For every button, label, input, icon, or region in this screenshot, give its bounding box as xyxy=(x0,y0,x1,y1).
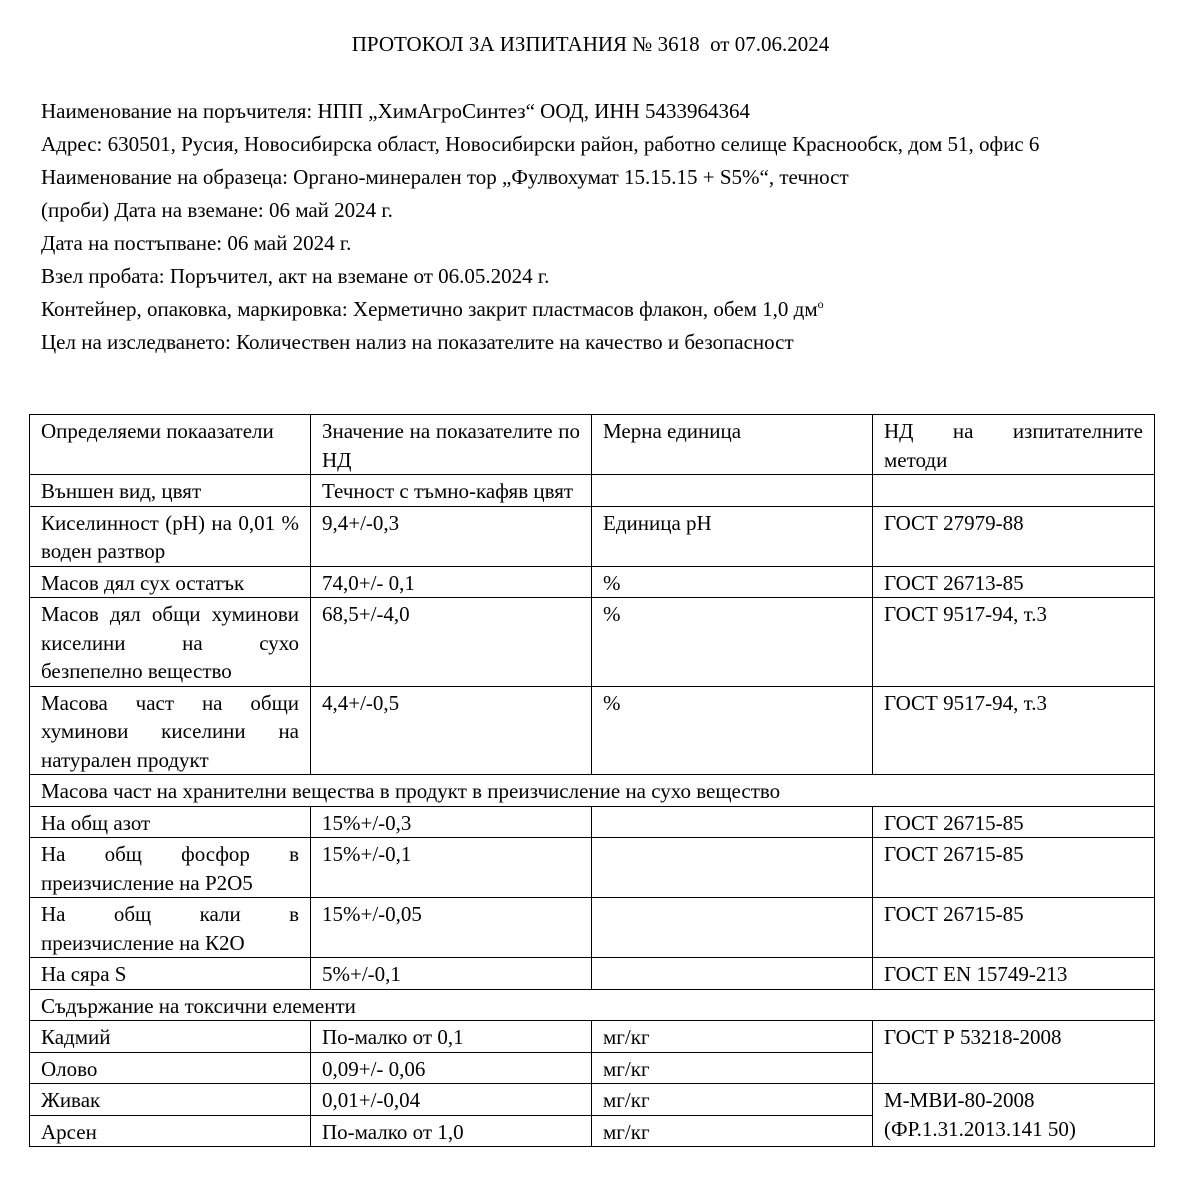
cell-indicator: Масов дял общи хуминови киселини на сухо безпепелно вещество xyxy=(30,598,311,687)
table-row xyxy=(30,958,1155,990)
cell-method: ГОСТ 9517-94, т.3 xyxy=(873,686,1155,775)
research-purpose: Цел на изследването: Количествен нализ на показателите на качество и безопасност xyxy=(41,330,794,354)
cell-value: 68,5+/-4,0 xyxy=(311,598,592,687)
section-row-toxic xyxy=(30,989,1155,1021)
header-value: Значение на показателите по НД xyxy=(311,415,592,475)
table-row xyxy=(30,566,1155,598)
cell-value: 9,4+/-0,3 xyxy=(311,506,592,566)
sampled-by: Взел пробата: Поръчител, акт на вземане от 06.05.2024 г. xyxy=(41,264,550,288)
cell-unit: мг/кг xyxy=(592,1115,873,1147)
cell-indicator: Киселинност (рН) на 0,01 % воден разтвор xyxy=(30,506,311,566)
cell-value: Течност с тъмно-кафяв цвят xyxy=(311,475,592,507)
cell-method: ГОСТ 26715-85 xyxy=(873,806,1155,838)
section-row-nutrients xyxy=(30,775,1155,807)
cell-method-merged: М-МВИ-80-2008 (ФР.1.31.2013.141 50) xyxy=(873,1084,1155,1147)
section-title-nutrients: Масова част на хранителни вещества в продукт в преизчисление на сухо вещество xyxy=(30,775,1155,807)
container-info xyxy=(41,293,1141,326)
document-title: ПРОТОКОЛ ЗА ИЗПИТАНИЯ № 3618 от 07.06.2024 xyxy=(351,32,830,56)
header-unit: Мерна единица xyxy=(592,415,873,475)
cell-unit: % xyxy=(592,686,873,775)
cell-indicator: Живак xyxy=(30,1084,311,1116)
cell-indicator: Олово xyxy=(30,1052,311,1084)
sampling-date: (проби) Дата на вземане: 06 май 2024 г. xyxy=(41,198,393,222)
table-row xyxy=(30,506,1155,566)
cell-method xyxy=(873,475,1155,507)
cell-unit: % xyxy=(592,566,873,598)
cell-unit: Единица рН xyxy=(592,506,873,566)
cell-indicator: На общ кали в преизчисление на К2О xyxy=(30,898,311,958)
cell-unit: мг/кг xyxy=(592,1052,873,1084)
container-unit-superscript: о xyxy=(817,297,824,311)
cell-method: ГОСТ 26713-85 xyxy=(873,566,1155,598)
cell-method: ГОСТ 26715-85 xyxy=(873,838,1155,898)
cell-method: ГОСТ 27979-88 xyxy=(873,506,1155,566)
cell-value: 15%+/-0,1 xyxy=(311,838,592,898)
cell-method: ГОСТ EN 15749-213 xyxy=(873,958,1155,990)
cell-indicator: На общ фосфор в преизчисление на Р2О5 xyxy=(30,838,311,898)
cell-indicator: Външен вид, цвят xyxy=(30,475,311,507)
cell-unit: мг/кг xyxy=(592,1084,873,1116)
cell-value: 0,01+/-0,04 xyxy=(311,1084,592,1116)
receipt-date: Дата на постъпване: 06 май 2024 г. xyxy=(41,231,352,255)
cell-value: 15%+/-0,05 xyxy=(311,898,592,958)
cell-indicator: На общ азот xyxy=(30,806,311,838)
table-row xyxy=(30,598,1155,687)
cell-value: 74,0+/- 0,1 xyxy=(311,566,592,598)
cell-indicator: Масов дял сух остатък xyxy=(30,566,311,598)
cell-unit: % xyxy=(592,598,873,687)
client-name: Наименование на поръчителя: НПП „ХимАгроСинтез“ ООД, ИНН 5433964364 xyxy=(41,99,751,123)
header-indicator: Определяеми покаазатели xyxy=(30,415,311,475)
cell-unit xyxy=(592,958,873,990)
section-title-toxic: Съдържание на токсични елементи xyxy=(30,989,1155,1021)
sample-name: Наименование на образеца: Органо-минерален тор „Фулвохумат 15.15.15 + S5%“, течност xyxy=(41,165,849,189)
container-text: Контейнер, опаковка, маркировка: Херметично закрит пластмасов флакон, обем 1,0 дм xyxy=(41,297,818,321)
sample-info-block xyxy=(41,95,1141,359)
cell-value: По-малко от 1,0 xyxy=(311,1115,592,1147)
cell-method-merged: ГОСТ Р 53218-2008 xyxy=(873,1021,1155,1084)
cell-indicator: Арсен xyxy=(30,1115,311,1147)
cell-value: 0,09+/- 0,06 xyxy=(311,1052,592,1084)
client-address: Адрес: 630501, Русия, Новосибирска област, Новосибирски район, работно селище Краснообск, дом 51, офис 6 xyxy=(41,132,1040,156)
cell-unit xyxy=(592,475,873,507)
header-method: НД на изпитателните методи xyxy=(873,415,1155,475)
cell-indicator: Кадмий xyxy=(30,1021,311,1053)
cell-method: ГОСТ 9517-94, т.3 xyxy=(873,598,1155,687)
table-row xyxy=(30,1084,1155,1116)
table-header-row xyxy=(30,415,1155,475)
cell-unit xyxy=(592,838,873,898)
cell-unit xyxy=(592,806,873,838)
table-row xyxy=(30,475,1155,507)
cell-method: ГОСТ 26715-85 xyxy=(873,898,1155,958)
cell-unit xyxy=(592,898,873,958)
results-table xyxy=(29,414,1155,1147)
cell-value: По-малко от 0,1 xyxy=(311,1021,592,1053)
cell-unit: мг/кг xyxy=(592,1021,873,1053)
cell-indicator: На сяра S xyxy=(30,958,311,990)
table-row xyxy=(30,898,1155,958)
cell-value: 5%+/-0,1 xyxy=(311,958,592,990)
table-row xyxy=(30,838,1155,898)
table-row xyxy=(30,686,1155,775)
cell-value: 4,4+/-0,5 xyxy=(311,686,592,775)
cell-value: 15%+/-0,3 xyxy=(311,806,592,838)
table-row xyxy=(30,806,1155,838)
table-row xyxy=(30,1021,1155,1053)
cell-indicator: Масова част на общи хуминови киселини на натурален продукт xyxy=(30,686,311,775)
